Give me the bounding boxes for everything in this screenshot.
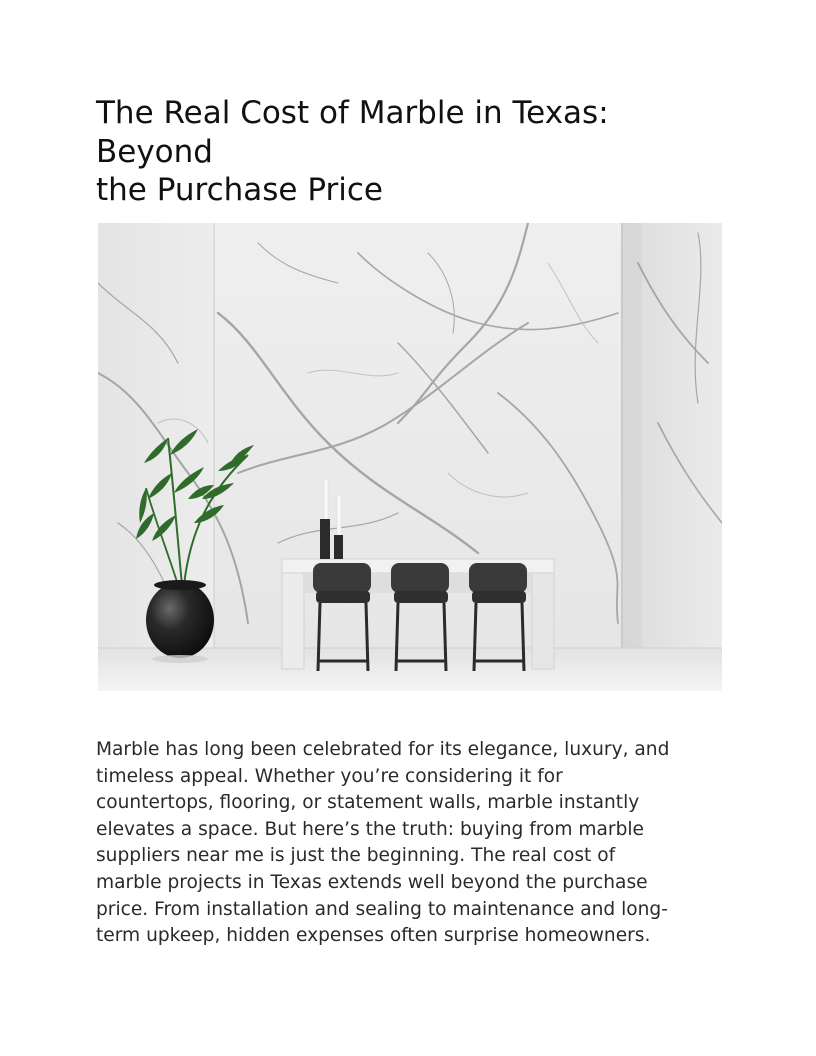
marble-interior-illustration xyxy=(98,223,722,691)
hero-image xyxy=(98,223,722,691)
article-body xyxy=(96,737,720,950)
title-line: the Purchase Price xyxy=(96,172,383,208)
title-line: Beyond xyxy=(96,133,213,170)
body-line: price. From installation and sealing to maintenance and long- xyxy=(96,898,668,920)
body-line: marble projects in Texas extends well beyond the purchase xyxy=(96,871,648,893)
body-line: suppliers near me is just the beginning. The real cost of xyxy=(96,845,616,867)
title-line: The Real Cost of Marble in Texas: xyxy=(96,95,609,131)
body-line: elevates a space. But here’s the truth: buying from marble xyxy=(96,818,644,840)
body-line: Marble has long been celebrated for its elegance, luxury, and xyxy=(96,739,670,760)
body-line: countertops, flooring, or statement walls, marble instantly xyxy=(96,792,640,814)
body-line: timeless appeal. Whether you’re considering it for xyxy=(96,765,563,787)
body-line: term upkeep, hidden expenses often surprise homeowners. xyxy=(96,925,651,947)
page-title xyxy=(96,94,736,210)
